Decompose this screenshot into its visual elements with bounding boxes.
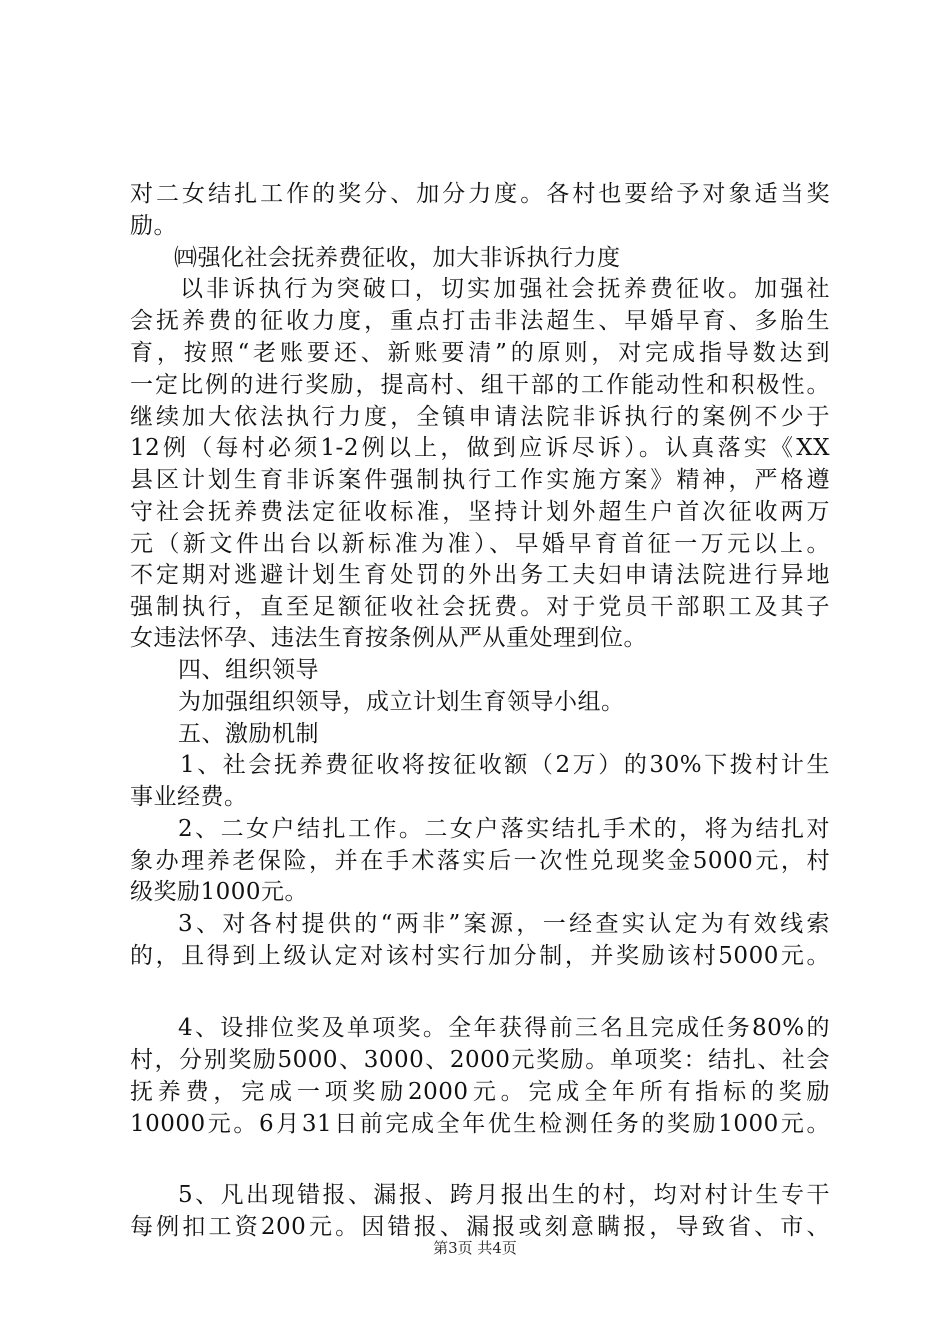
text-line: 为加强组织领导，成立计划生育领导小组。 <box>178 689 625 715</box>
text-line: 会抚养费的征收力度，重点打击非法超生、早婚早育、多胎生 <box>130 308 830 334</box>
text-line: 继续加大依法执行力度，全镇申请法院非诉执行的案例不少于 <box>130 404 830 430</box>
text-line: 4、设排位奖及单项奖。全年获得前三名且完成任务80%的 <box>178 1015 830 1041</box>
text-line: 女违法怀孕、违法生育按条例从严从重处理到位。 <box>130 625 647 651</box>
text-line: 不定期对逃避计划生育处罚的外出务工夫妇申请法院进行异地 <box>130 562 830 588</box>
page-number-footer: 第3页 共4页 <box>433 1239 517 1257</box>
text-line: 5、凡出现错报、漏报、跨月报出生的村，均对村计生专干 <box>178 1182 830 1208</box>
text-line: 级奖励1000元。 <box>130 879 309 905</box>
text-line: 县区计划生育非诉案件强制执行工作实施方案》精神，严格遵 <box>130 467 830 493</box>
text-line: 抚养费，完成一项奖励2000元。完成全年所有指标的奖励 <box>130 1079 830 1105</box>
text-line: 12例（每村必须1-2例以上，做到应诉尽诉）。认真落实《XX <box>130 435 830 461</box>
text-line: 事业经费。 <box>130 784 248 810</box>
text-line: 以非诉执行为突破口，切实加强社会抚养费征收。加强社 <box>180 276 830 302</box>
text-line: 10000元。6月31日前完成全年优生检测任务的奖励1000元。 <box>130 1111 830 1137</box>
text-line: 3、对各村提供的“两非”案源，一经查实认定为有效线索 <box>178 911 830 937</box>
text-line: 象办理养老保险，并在手术落实后一次性兑现奖金5000元，村 <box>130 848 830 874</box>
text-line: 村，分别奖励5000、3000、2000元奖励。单项奖：结扎、社会 <box>130 1047 830 1073</box>
text-line: 强制执行，直至足额征收社会抚费。对于党员干部职工及其子 <box>130 594 830 620</box>
text-line: 育，按照“老账要还、新账要清”的原则，对完成指导数达到 <box>130 340 830 366</box>
text-line: 每例扣工资200元。因错报、漏报或刻意瞒报，导致省、市、 <box>130 1214 830 1240</box>
section-heading: 四、组织领导 <box>178 657 319 683</box>
text-line: 的，且得到上级认定对该村实行加分制，并奖励该村5000元。 <box>130 943 830 969</box>
text-line: 守社会抚养费法定征收标准，坚持计划外超生户首次征收两万 <box>130 499 830 525</box>
text-line: 元（新文件出台以新标准为准）、早婚早育首征一万元以上。 <box>130 531 830 557</box>
text-line: 励。 <box>130 213 177 239</box>
section-heading: 五、激励机制 <box>178 721 319 747</box>
text-line: 2、二女户结扎工作。二女户落实结扎手术的，将为结扎对 <box>178 816 830 842</box>
section-heading: ㈣强化社会抚养费征收，加大非诉执行力度 <box>174 245 621 271</box>
text-line: 一定比例的进行奖励，提高村、组干部的工作能动性和积极性。 <box>130 372 830 398</box>
text-line: 1、社会抚养费征收将按征收额（2万）的30%下拨村计生 <box>180 752 830 778</box>
text-line: 对二女结扎工作的奖分、加分力度。各村也要给予对象适当奖 <box>130 181 830 207</box>
